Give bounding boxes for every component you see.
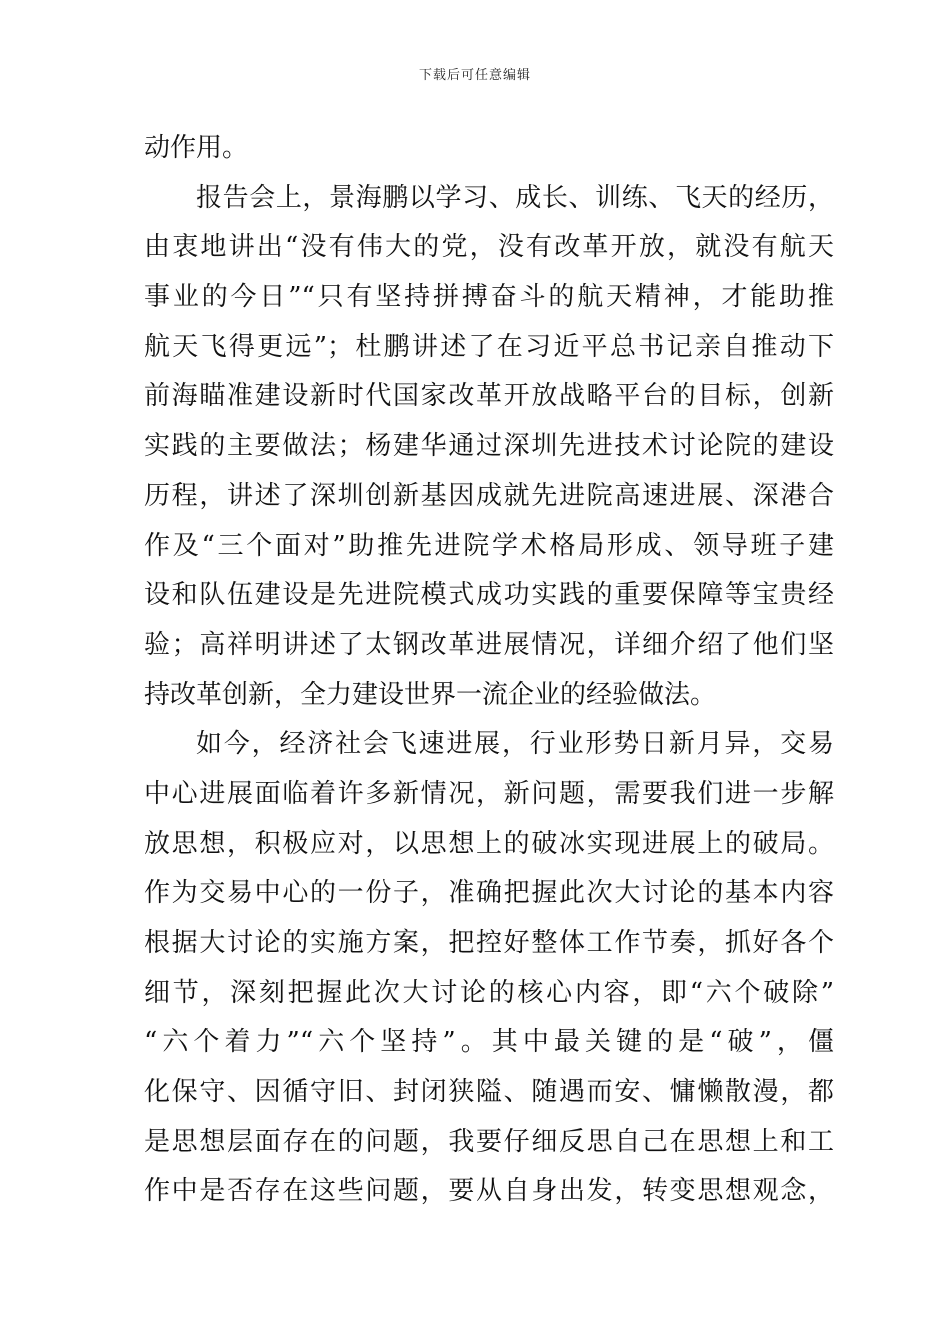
text-line-7: 实践的主要做法；杨建华通过深圳先进技术讨论院的建设	[144, 431, 834, 462]
text-line-19: “六个着力”“六个坚持”。其中最关键的是“破”，僵	[144, 1027, 834, 1058]
text-line-12: 持改革创新，全力建设世界一流企业的经验做法。	[144, 679, 717, 710]
text-line-9: 作及“三个面对”助推先进院学术格局形成、领导班子建	[144, 530, 834, 561]
document-body	[144, 124, 834, 1217]
text-line-13: 如今，经济社会飞速进展，行业形势日新月异，交易	[196, 729, 834, 760]
text-line-6: 前海瞄准建设新时代国家改革开放战略平台的目标，创新	[144, 381, 834, 412]
text-line-18: 细节，深刻把握此次大讨论的核心内容，即“六个破除”	[144, 977, 834, 1008]
text-line-1: 动作用。	[144, 133, 249, 163]
text-line-2: 报告会上，景海鹏以学习、成长、训练、飞天的经历，	[196, 182, 834, 213]
text-line-21: 是思想层面存在的问题，我要仔细反思自己在思想上和工	[144, 1126, 834, 1157]
text-line-14: 中心进展面临着许多新情况，新问题，需要我们进一步解	[144, 778, 834, 809]
text-line-8: 历程，讲述了深圳创新基因成就先进院高速进展、深港合	[144, 480, 834, 511]
text-line-20: 化保守、因循守旧、封闭狭隘、随遇而安、慵懒散漫，都	[144, 1077, 834, 1108]
text-line-17: 根据大讨论的实施方案，把控好整体工作节奏，抓好各个	[144, 928, 834, 958]
page-header: 下载后可任意编辑	[418, 68, 531, 83]
text-line-11: 验；高祥明讲述了太钢改革进展情况，详细介绍了他们坚	[144, 629, 834, 660]
text-line-4: 事业的今日”“只有坚持拼搏奋斗的航天精神，才能助推	[144, 282, 834, 313]
text-line-22: 作中是否存在这些问题，要从自身出发，转变思想观念，	[144, 1176, 834, 1207]
text-line-3: 由衷地讲出“没有伟大的党，没有改革开放，就没有航天	[144, 232, 834, 263]
text-line-5: 航天飞得更远”；杜鹏讲述了在习近平总书记亲自推动下	[144, 331, 834, 362]
text-line-16: 作为交易中心的一份子，准确把握此次大讨论的基本内容	[144, 878, 834, 909]
text-line-15: 放思想，积极应对，以思想上的破冰实现进展上的破局。	[144, 828, 834, 859]
text-line-10: 设和队伍建设是先进院模式成功实践的重要保障等宝贵经	[144, 580, 834, 611]
